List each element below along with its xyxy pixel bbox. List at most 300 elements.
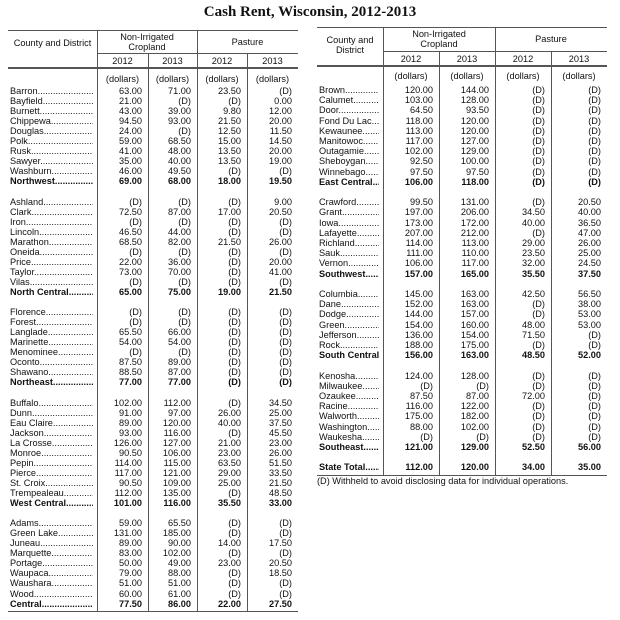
table-cell: 160.00 [460,319,489,330]
table-cell: 72.50 [119,206,142,217]
county-name: Lafayette ..... [319,228,379,238]
table-cell: 56.50 [578,289,601,299]
table-cell: 54.00 [168,337,191,348]
county-name: Manitowoc ..... [319,136,379,146]
county-name: Walworth ..... [319,411,379,421]
table-cell: 51.50 [269,457,292,468]
table-cell: 43.00 [119,106,142,117]
district-total-value: 21.50 [269,287,292,297]
table-cell: 40.00 [168,156,191,167]
county-name: Eau Claire ..... [10,418,93,428]
table-cell: (D) [129,216,142,227]
table-cell: (D) [532,136,545,146]
table-cell: (D) [532,146,545,157]
table-cell: 48.50 [269,488,292,498]
table-cell: (D) [228,518,241,529]
table-cell: 103.00 [404,95,433,106]
header-year: 2013 [262,56,283,66]
county-name: Price ..... [10,257,93,267]
table-cell: (D) [279,307,292,318]
table-cell: 21.50 [269,477,292,488]
county-name: Lincoln ..... [10,227,93,237]
table-cell: 114.00 [405,238,433,248]
column-divider [551,51,552,475]
table-cell: 172.00 [460,217,489,228]
table-cell: (D) [178,246,191,257]
table-cell: 23.50 [218,86,241,96]
table-cell: 152.00 [404,299,433,310]
county-name: Adams ..... [10,518,93,528]
table-cell: 38.00 [578,299,601,310]
table-cell: 93.50 [466,105,489,116]
header-pasture: Pasture [231,37,264,47]
table-cell: 20.50 [269,558,292,569]
header-year: 2012 [512,54,534,64]
unit-label: (dollars) [394,71,428,81]
table-cell: 21.50 [218,116,241,127]
table-cell: (D) [129,317,142,328]
county-name: Polk ..... [10,136,93,146]
column-divider [383,27,384,475]
table-cell: (D) [228,347,241,358]
header-year: 2012 [112,56,133,66]
table-cell: 89.00 [119,538,142,549]
table-cell: 117.00 [114,467,142,478]
district-total-value: 106.00 [404,176,433,187]
table-cell: 25.00 [578,248,601,259]
table-cell: 97.00 [168,407,191,418]
table-cell: 34.50 [269,397,292,408]
table-cell: (D) [588,146,601,157]
table-cell: 207.00 [404,227,433,238]
county-name: Langlade ..... [10,327,93,337]
table-cell: (D) [588,370,601,381]
table-cell: (D) [178,347,191,358]
table-cell: 20.50 [578,197,601,208]
header-bottom-rule [317,65,607,67]
table-cell: (D) [228,166,241,177]
table-cell: 23.50 [522,248,545,259]
table-cell: (D) [178,126,191,137]
table-cell: 20.00 [269,146,292,157]
table-cell: (D) [588,125,601,136]
table-cell: 13.50 [218,156,241,167]
county-name: Grant ..... [319,207,379,217]
table-cell: (D) [178,216,191,227]
table-cell: 113.00 [461,238,489,248]
table-cell: 87.00 [168,367,191,378]
district-total-value: 77.00 [119,377,142,388]
county-name: Trempealeau ..... [10,488,93,498]
table-cell: 112.00 [114,488,142,498]
table-cell: 24.50 [578,258,601,269]
district-total-value: 157.00 [404,268,433,279]
table-cell: 70.00 [168,266,191,277]
table-cell: (D) [228,256,241,267]
column-divider [148,53,149,611]
column-divider [97,30,98,611]
table-cell: 29.00 [218,467,241,478]
county-name: Shawano ..... [10,367,93,377]
table-cell: 87.50 [410,391,433,401]
table-cell: 136.00 [404,329,433,340]
county-name: Dodge ..... [319,309,379,319]
district-total-name: South Central ..... [319,350,379,360]
table-cell: (D) [588,166,601,177]
district-total-value: 69.00 [119,176,142,187]
county-name: Menominee ..... [10,347,93,357]
table-cell: (D) [228,307,241,318]
district-total-value: 129.00 [460,442,489,452]
table-cell: 87.50 [119,357,142,368]
header-top-rule [317,27,607,28]
county-name: Douglas ..... [10,126,93,136]
table-cell: 15.00 [218,136,241,147]
table-cell: 46.50 [119,226,142,237]
county-name: Portage ..... [10,558,93,568]
table-cell: (D) [420,380,433,391]
table-cell: (D) [532,370,545,381]
table-cell: 106.00 [404,258,433,269]
table-cell: 106.00 [162,447,191,458]
table-cell: (D) [228,568,241,579]
county-name: Vilas ..... [10,277,93,287]
unit-label: (dollars) [450,71,484,81]
table-cell: 59.00 [119,518,142,529]
unit-label: (dollars) [255,74,290,84]
county-name: Outagamie ..... [319,146,379,156]
table-cell: 25.00 [269,407,292,418]
table-cell: (D) [228,578,241,589]
table-cell: 23.00 [218,558,241,569]
district-total-value: 68.00 [168,176,191,187]
table-cell: (D) [279,86,292,96]
table-cell: 102.00 [404,146,433,157]
table-cell: 114.00 [114,457,142,468]
table-cell: (D) [588,136,601,146]
county-name: Washburn ..... [10,166,93,176]
table-cell: 182.00 [460,411,489,422]
table-cell: (D) [532,105,545,116]
county-name: Ozaukee ..... [319,391,379,401]
district-total-value: 116.00 [163,498,191,509]
table-cell: (D) [279,347,292,358]
table-cell: 127.00 [162,437,191,448]
table-cell: 48.00 [168,146,191,157]
county-name: Iowa ..... [319,218,379,228]
county-name: Oconto ..... [10,357,93,367]
table-cell: 109.00 [162,477,191,488]
table-cell: 97.50 [466,166,489,177]
county-name: Columbia ..... [319,289,379,299]
table-cell: 14.00 [218,538,241,549]
table-cell: 25.00 [218,477,241,488]
table-cell: 120.00 [404,85,433,95]
table-cell: (D) [532,85,545,95]
table-cell: (D) [228,246,241,257]
table-cell: 102.00 [113,397,142,408]
district-total-value: (D) [588,176,601,187]
table-cell: (D) [532,340,545,350]
table-cell: 93.00 [119,427,142,438]
table-cell: 83.00 [119,548,142,559]
table-cell: 24.00 [119,126,142,137]
table-cell: (D) [532,309,545,320]
table-cell: 48.00 [522,319,545,330]
table-cell: 54.00 [119,337,142,348]
table-cell: (D) [588,340,601,350]
table-cell: 127.00 [460,136,489,146]
header-year: 2013 [162,56,183,66]
table-cell: 20.00 [269,116,292,127]
table-cell: 144.00 [404,309,433,320]
table-cell: (D) [228,216,241,227]
table-cell: 90.50 [119,447,142,458]
district-total-value: 165.00 [460,268,489,279]
table-cell: (D) [588,156,601,167]
table-cell: (D) [228,528,241,539]
district-total-value: 86.00 [168,598,191,609]
unit-label: (dollars) [205,74,239,84]
district-total-value: 19.00 [218,287,241,297]
table-cell: (D) [532,156,545,167]
district-total-value: 52.00 [578,350,601,361]
table-cell: (D) [279,367,292,378]
county-name: Milwaukee ..... [319,381,379,391]
table-cell: 88.00 [168,568,191,579]
table-cell: 99.50 [410,197,433,208]
table-cell: (D) [279,276,292,287]
district-total-value: 56.00 [578,442,601,452]
table-cell: (D) [279,357,292,368]
table-cell: 36.50 [578,217,601,228]
table-cell: 100.00 [460,156,489,167]
table-cell: (D) [228,96,241,107]
county-name: Marquette ..... [10,548,93,558]
table-cell: (D) [532,197,545,208]
table-cell: (D) [279,166,292,177]
district-total-value: 35.50 [522,268,545,279]
table-cell: (D) [228,357,241,368]
table-cell: (D) [228,548,241,559]
table-cell: (D) [129,196,142,207]
table-cell: 173.00 [404,217,433,228]
table-cell: (D) [588,115,601,126]
district-total-value: 35.50 [218,498,241,509]
county-name: Clark ..... [10,207,93,217]
table-cell: (D) [129,347,142,358]
county-name: La Crosse ..... [10,438,93,448]
table-cell: 26.00 [269,236,292,247]
table-cell: (D) [178,307,191,318]
district-total-value: 77.00 [168,377,191,388]
table-cell: (D) [532,380,545,391]
table-cell: 73.00 [119,266,142,277]
table-cell: 90.00 [168,538,191,549]
county-name: Green Lake ..... [10,528,93,538]
table-cell: 59.00 [119,136,142,147]
table-cell: (D) [420,431,433,442]
table-cell: 118.00 [405,115,433,126]
table-cell: 71.50 [522,329,545,340]
header-county: County and District [326,35,374,55]
table-cell: 49.50 [168,166,191,177]
county-name: Waupaca ..... [10,568,93,578]
district-total-value: 22.00 [218,598,241,609]
table-cell: 17.50 [269,538,292,549]
table-cell: (D) [532,95,545,106]
table-cell: (D) [476,380,489,391]
table-cell: 116.00 [405,401,433,412]
table-cell: 157.00 [460,309,489,320]
county-name: Rusk ..... [10,146,93,156]
district-total-name: Southeast ..... [319,442,379,452]
table-cell: 51.00 [168,578,191,589]
table-cell: (D) [228,427,241,438]
district-total-name: North Central ..... [10,287,93,297]
table-cell: (D) [279,226,292,237]
county-name: Oneida ..... [10,247,93,257]
district-total-name: Southwest ..... [319,269,379,279]
table-cell: 115.00 [163,457,191,468]
county-name: Crawford ..... [319,197,379,207]
table-cell: 144.00 [460,85,489,95]
table-cell: 36.00 [168,256,191,267]
footnote: (D) Withheld to avoid disclosing data for individual operations. [317,476,569,486]
county-name: Brown ..... [319,85,379,95]
county-name: Pepin ..... [10,458,93,468]
table-cell: (D) [279,548,292,559]
district-total-value: 33.00 [269,498,292,509]
table-cell: (D) [588,380,601,391]
table-cell: (D) [532,299,545,310]
header-year: 2012 [211,56,233,66]
table-cell: (D) [588,105,601,116]
county-name: Racine ..... [319,401,379,411]
table-cell: 50.00 [119,558,142,569]
table-cell: 13.50 [218,146,241,157]
table-cell: 117.00 [405,136,433,146]
table-cell: 39.00 [168,106,191,117]
table-cell: (D) [279,337,292,348]
district-total-value: (D) [532,176,545,187]
header-pasture: Pasture [535,34,567,44]
table-cell: 26.00 [269,447,292,458]
table-cell: (D) [588,401,601,412]
county-name: Calumet ..... [319,95,379,105]
table-cell: 111.00 [406,248,433,259]
county-name: Florence ..... [10,307,93,317]
county-name: St. Croix ..... [10,478,93,488]
table-cell: 20.50 [269,206,292,217]
table-cell: 90.50 [119,477,142,488]
table-cell: (D) [129,276,142,287]
table-cell: 63.50 [218,457,241,468]
county-name: Chippewa ..... [10,116,93,126]
table-cell: (D) [228,337,241,348]
table-cell: 188.00 [404,340,433,350]
county-name: Marinette ..... [10,337,93,347]
table-cell: (D) [228,226,241,237]
header-cropland: Non-Irrigated Cropland [412,29,466,49]
table-cell: (D) [279,246,292,257]
table-cell: (D) [228,588,241,599]
table-cell: (D) [532,125,545,136]
table-cell: (D) [532,115,545,126]
county-name: Kenosha ..... [319,371,379,381]
table-cell: (D) [178,96,191,107]
table-cell: (D) [476,431,489,442]
table-cell: (D) [228,488,241,498]
district-total-value: 121.00 [404,442,433,452]
table-cell: 60.00 [119,588,142,599]
county-name: Vernon ..... [319,258,379,268]
table-cell: 113.00 [405,125,433,136]
district-total-value: 118.00 [461,176,489,187]
county-name: Forest ..... [10,317,93,327]
table-cell: 47.00 [578,227,601,238]
table-cell: 12.50 [218,126,241,137]
table-cell: 206.00 [460,207,489,218]
table-cell: 89.00 [168,357,191,368]
table-cell: 185.00 [162,528,191,539]
table-cell: (D) [532,166,545,177]
county-name: Rock ..... [319,340,379,350]
table-cell: 135.00 [162,488,191,498]
table-cell: 89.00 [119,417,142,428]
county-name: Dunn ..... [10,408,93,418]
county-name: Richland ..... [319,238,379,248]
table-cell: (D) [279,317,292,328]
table-cell: 33.50 [269,467,292,478]
left-table [8,0,298,620]
table-cell: (D) [279,327,292,338]
table-cell: 23.00 [218,447,241,458]
district-total-value: 35.00 [578,462,601,473]
table-cell: 41.00 [269,266,292,277]
county-name: Waukesha ..... [319,432,379,442]
table-cell: (D) [279,216,292,227]
table-cell: 32.00 [522,258,545,269]
table-cell: 29.00 [522,238,545,248]
county-name: Winnebago ..... [319,167,379,177]
table-cell: 82.00 [168,236,191,247]
county-name: Burnett ..... [10,106,93,116]
county-name: Washington ..... [319,422,379,432]
table-cell: 154.00 [460,329,489,340]
table-cell: 79.00 [119,568,142,579]
header-year: 2013 [568,54,590,64]
district-total-value: 19.50 [269,176,292,187]
table-cell: 63.00 [119,86,142,96]
table-cell: (D) [588,329,601,340]
table-cell: 212.00 [460,227,489,238]
table-cell: 92.50 [410,156,433,167]
county-name: Kewaunee ..... [319,126,379,136]
table-cell: 68.50 [168,136,191,147]
table-cell: (D) [129,246,142,257]
header-top-rule [8,30,298,31]
table-cell: (D) [532,421,545,432]
district-total-name: Central ..... [10,599,93,609]
table-cell: 91.00 [119,407,142,418]
table-cell: 12.00 [269,106,292,117]
table-cell: 72.00 [522,391,545,401]
county-name: Buffalo ..... [10,398,93,408]
table-cell: 40.00 [218,417,241,428]
table-cell: 88.50 [119,367,142,378]
table-cell: 121.00 [162,467,191,478]
